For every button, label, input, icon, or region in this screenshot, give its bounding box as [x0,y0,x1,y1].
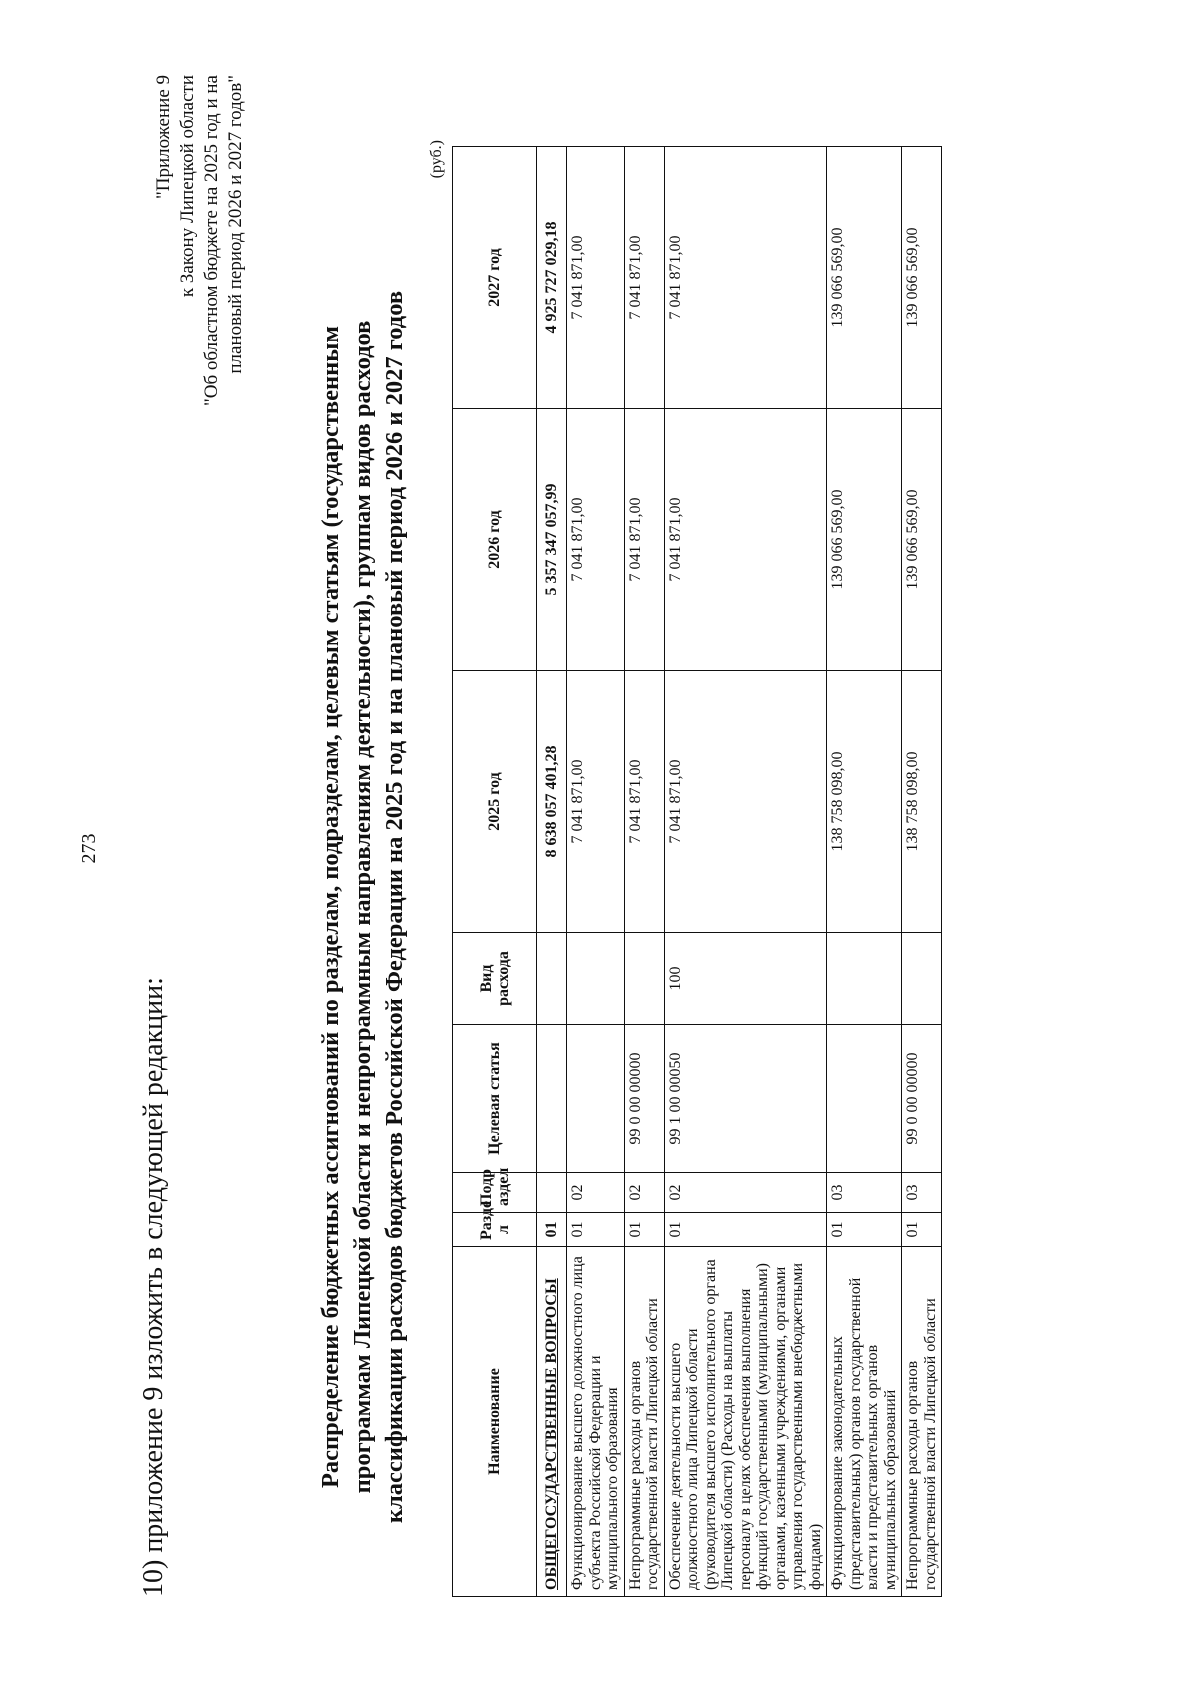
row-target [827,1025,902,1173]
row-target: 99 0 00 00000 [624,1025,664,1173]
row-2026: 139 066 569,00 [902,409,942,671]
table-row [624,147,664,1597]
row-expense-type [624,933,664,1025]
table-row [664,147,827,1597]
appendix-line: плановый период 2026 и 2027 годов" [225,75,246,374]
row-2025: 138 758 098,00 [827,671,902,933]
row-name: Непрограммные расходы органов государственной власти Липецкой области [902,1247,942,1597]
row-2025: 138 758 098,00 [902,671,942,933]
row-expense-type [567,933,625,1025]
row-subsection: 02 [624,1173,664,1213]
row-subsection: 03 [902,1173,942,1213]
row-2026: 7 041 871,00 [567,409,625,671]
row-2026: 7 041 871,00 [664,409,827,671]
table-row [902,147,942,1597]
row-target: 99 0 00 00000 [902,1025,942,1173]
row-expense-type [902,933,942,1025]
header-expense-type: Вид расхода [453,933,537,1025]
unit-note: (руб.) [428,140,445,179]
row-subsection: 03 [827,1173,902,1213]
row-target [567,1025,625,1173]
budget-table [452,146,942,1597]
title-line: Распределение бюджетных ассигнований по разделам, подразделам, целевым статьям (государственным [317,325,344,1489]
appendix-line: к Закону Липецкой области [177,75,198,298]
row-2027: 7 041 871,00 [567,147,625,409]
row-2027: 4 925 727 029,18 [537,147,567,409]
row-name: Непрограммные расходы органов государственной власти Липецкой области [624,1247,664,1597]
title-line: классификации расходов бюджетов Российской Федерации на 2025 год и на плановый период 2026 и 2027 годов [381,290,408,1524]
row-2025: 8 638 057 401,28 [537,671,567,933]
row-section: 01 [624,1213,664,1247]
table-row [827,147,902,1597]
table-header-row [453,147,537,1597]
row-section: 01 [664,1213,827,1247]
table-row [537,147,567,1597]
intro-text: 10) приложение 9 изложить в следующей редакции: [138,977,169,1597]
row-name: Обеспечение деятельности высшего должностного лица Липецкой области (руководителя высшего исполнительного органа Липецкой области) (Расходы на выплаты персоналу в целях обеспечения выполнения функций государственными (муниципальными) органами, казенными учреждениями, органами управления государственными внебюджетными фондами) [664,1247,827,1597]
table-row [567,147,625,1597]
row-2027: 7 041 871,00 [664,147,827,409]
row-2026: 5 357 347 057,99 [537,409,567,671]
appendix-line: "Об областном бюджете на 2025 год и на [201,75,222,406]
row-expense-type: 100 [664,933,827,1025]
header-section: Разде л [453,1213,537,1247]
document-title [315,247,411,1567]
header-2026: 2026 год [453,409,537,671]
row-2027: 139 066 569,00 [827,147,902,409]
row-expense-type [827,933,902,1025]
row-section: 01 [827,1213,902,1247]
row-2027: 7 041 871,00 [624,147,664,409]
row-2026: 7 041 871,00 [624,409,664,671]
row-section: 01 [537,1213,567,1247]
header-2027: 2027 год [453,147,537,409]
row-name: ОБЩЕГОСУДАРСТВЕННЫЕ ВОПРОСЫ [537,1247,567,1597]
header-target: Целевая статья [453,1025,537,1173]
header-name: Наименование [453,1247,537,1597]
row-name: Функционирование законодательных (представительных) органов государственной власти и представительных органов муниципальных образований [827,1247,902,1597]
row-target: 99 1 00 00050 [664,1025,827,1173]
appendix-note [152,75,248,555]
row-section: 01 [567,1213,625,1247]
row-target [537,1025,567,1173]
row-name: Функционирование высшего должностного лица субъекта Российской Федерации и муниципального образования [567,1247,625,1597]
row-subsection: 02 [567,1173,625,1213]
title-line: программам Липецкой области и непрограммным направлениям деятельности), группам видов расходов [349,320,376,1494]
row-section: 01 [902,1213,942,1247]
row-2025: 7 041 871,00 [624,671,664,933]
row-subsection [537,1173,567,1213]
row-2025: 7 041 871,00 [664,671,827,933]
row-subsection: 02 [664,1173,827,1213]
row-2025: 7 041 871,00 [567,671,625,933]
row-2026: 139 066 569,00 [827,409,902,671]
row-expense-type [537,933,567,1025]
page-number: 273 [78,833,100,864]
header-subsection: Подр аздел [453,1173,537,1213]
header-2025: 2025 год [453,671,537,933]
row-2027: 139 066 569,00 [902,147,942,409]
appendix-line: "Приложение 9 [153,75,174,199]
